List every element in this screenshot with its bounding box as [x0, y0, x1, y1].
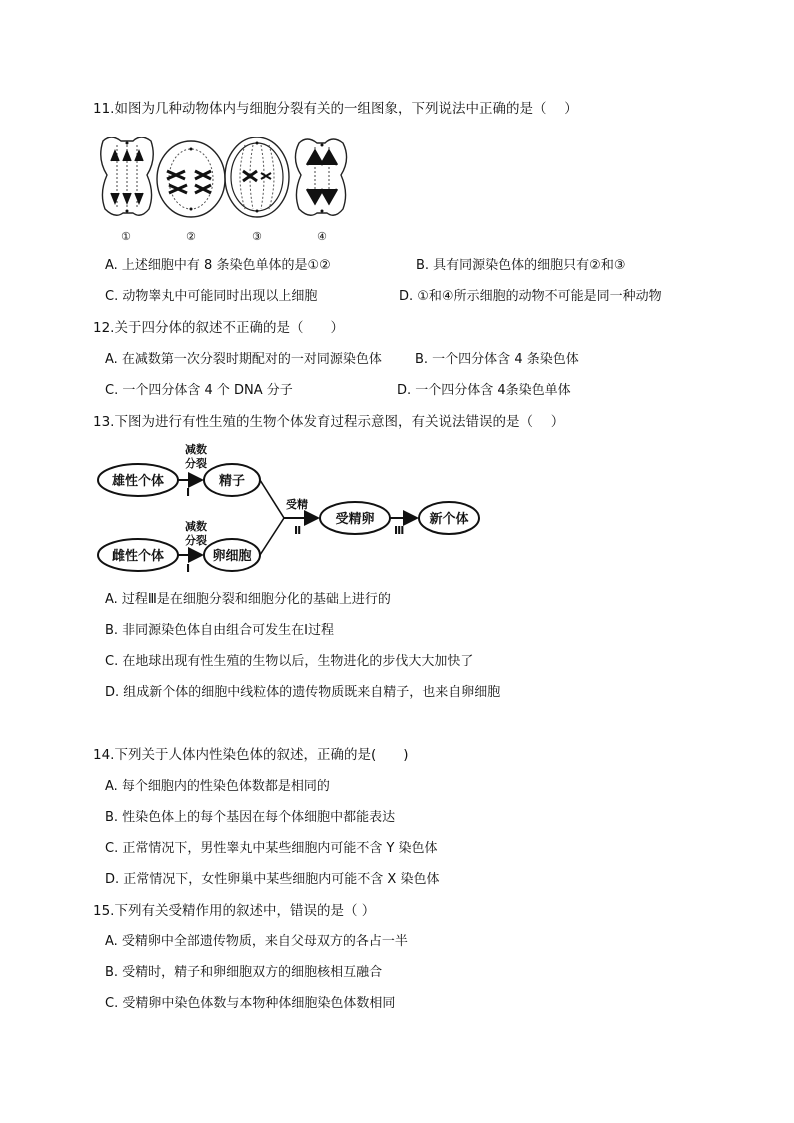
label-step-3: Ⅲ: [394, 524, 405, 537]
node-female-label: 雌性个体: [111, 549, 165, 564]
cell-label-1: ①: [121, 230, 131, 243]
q14-stem: 14.下列关于人体内性染色体的叙述，正确的是( ): [93, 747, 409, 763]
q11-option-c: C. 动物睾丸中可能同时出现以上细胞: [105, 289, 318, 304]
label-step-1-top: Ⅰ: [186, 486, 191, 499]
label-meiosis-bottom-1: 减数: [185, 520, 207, 533]
cell-1-diagram: [101, 137, 154, 215]
q11-option-b: B. 具有同源染色体的细胞只有②和③: [416, 258, 626, 273]
q14-option-c: C. 正常情况下，男性睾丸中某些细胞内可能不含 Y 染色体: [105, 841, 438, 856]
cell-4-diagram: [295, 139, 346, 215]
cell-3-diagram: [225, 137, 289, 217]
q13-option-a: A. 过程Ⅲ是在细胞分裂和细胞分化的基础上进行的: [105, 592, 391, 607]
node-egg-label: 卵细胞: [212, 549, 252, 564]
label-step-1-bottom: Ⅰ: [186, 562, 191, 575]
q12-option-d: D. 一个四分体含 4条染色单体: [397, 383, 571, 398]
label-fertilization: 受精: [286, 498, 308, 511]
label-meiosis-bottom-2: 分裂: [185, 534, 207, 547]
cell-label-3: ③: [252, 230, 262, 243]
q14-option-a: A. 每个细胞内的性染色体数都是相同的: [105, 779, 330, 794]
q15-option-a: A. 受精卵中全部遗传物质，来自父母双方的各占一半: [105, 934, 408, 949]
q11-option-d: D. ①和④所示细胞的动物不可能是同一种动物: [399, 289, 662, 304]
line-egg-join: [260, 518, 284, 555]
q14-option-d: D. 正常情况下，女性卵巢中某些细胞内可能不含 X 染色体: [105, 872, 440, 887]
line-sperm-join: [260, 480, 284, 518]
q14-option-b: B. 性染色体上的每个基因在每个体细胞中都能表达: [105, 810, 396, 825]
q15-option-b: B. 受精时，精子和卵细胞双方的细胞核相互融合: [105, 965, 383, 980]
q11-stem: 11.如图为几种动物体内与细胞分裂有关的一组图象，下列说法中正确的是（ ）: [93, 101, 578, 117]
cell-label-2: ②: [186, 230, 196, 243]
q13-option-d: D. 组成新个体的细胞中线粒体的遗传物质既来自精子，也来自卵细胞: [105, 685, 501, 700]
q11-option-a: A. 上述细胞中有 8 条染色单体的是①②: [105, 258, 331, 273]
q12-option-c: C. 一个四分体含 4 个 DNA 分子: [105, 383, 293, 398]
q13-stem: 13.下图为进行有性生殖的生物个体发育过程示意图，有关说法错误的是（ ）: [93, 414, 565, 430]
q13-option-c: C. 在地球出现有性生殖的生物以后，生物进化的步伐大大加快了: [105, 654, 474, 669]
node-male-label: 雄性个体: [111, 474, 165, 489]
q13-option-b: B. 非同源染色体自由组合可发生在Ⅰ过程: [105, 623, 335, 638]
q12-option-b: B. 一个四分体含 4 条染色体: [415, 352, 579, 367]
label-step-2: Ⅱ: [294, 524, 302, 537]
node-sperm-label: 精子: [218, 474, 246, 489]
cell-label-4: ④: [317, 230, 327, 243]
q15-stem: 15.下列有关受精作用的叙述中，错误的是（ ）: [93, 903, 376, 919]
label-meiosis-top-2: 分裂: [185, 457, 207, 470]
node-zygote-label: 受精卵: [335, 512, 375, 527]
reproduction-flow-diagram: [92, 442, 492, 582]
label-meiosis-top-1: 减数: [185, 443, 207, 456]
q15-option-c: C. 受精卵中染色体数与本物种体细胞染色体数相同: [105, 996, 396, 1011]
node-new-individual-label: 新个体: [429, 512, 469, 527]
cell-2-diagram: [157, 141, 225, 217]
cell-division-figure: [95, 137, 355, 247]
q12-option-a: A. 在减数第一次分裂时期配对的一对同源染色体: [105, 352, 382, 367]
q12-stem: 12.关于四分体的叙述不正确的是（ ）: [93, 320, 344, 336]
